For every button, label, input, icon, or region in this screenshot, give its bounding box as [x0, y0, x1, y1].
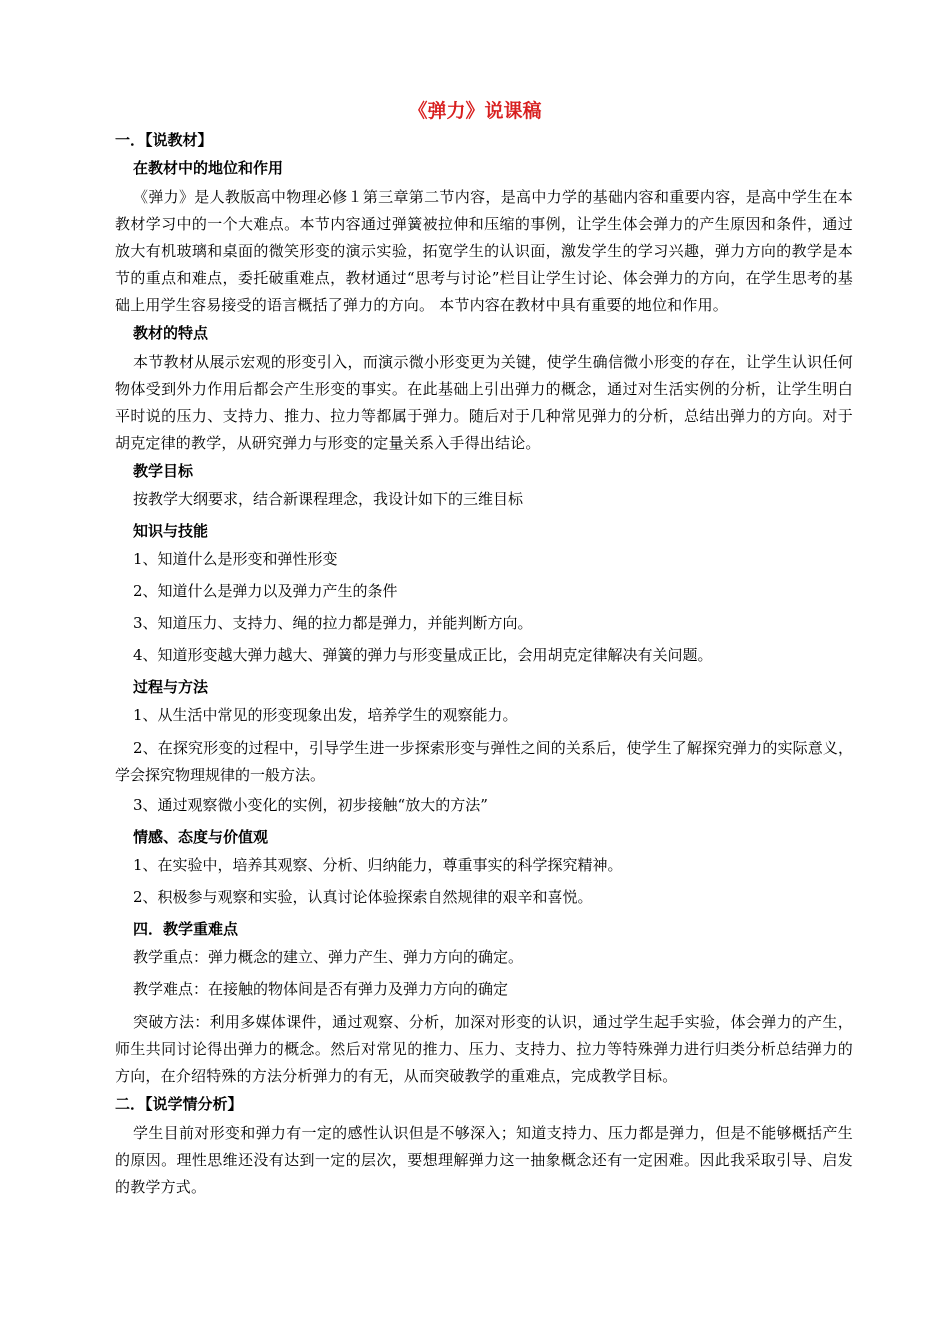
- subheading-knowledge: 知识与技能: [133, 522, 209, 540]
- section-heading-1: 一．【说教材】: [115, 131, 213, 149]
- list-item-knowledge-1: 1、知道什么是形变和弹性形变: [133, 550, 338, 568]
- list-item-attitude-1: 1、在实验中，培养其观察、分析、归纳能力，尊重事实的科学探究精神。: [133, 856, 623, 874]
- list-item-process-3: 3、通过观察微小变化的实例，初步接触“放大的方法”: [133, 796, 488, 814]
- list-item-attitude-2: 2、积极参与观察和实验，认真讨论体验探索自然规律的艰辛和喜悦。: [133, 888, 593, 906]
- subheading-process: 过程与方法: [133, 678, 209, 696]
- paragraph-key-point: 教学重点：弹力概念的建立、弹力产生、弹力方向的确定。: [133, 948, 524, 966]
- paragraph-goals: 按教学大纲要求，结合新课程理念，我设计如下的三维目标: [133, 490, 524, 508]
- list-item-knowledge-2: 2、知道什么是弹力以及弹力产生的条件: [133, 582, 398, 600]
- subheading-position-role: 在教材中的地位和作用: [133, 159, 284, 177]
- document-body: [115, 128, 853, 1203]
- subheading-features: 教材的特点: [133, 324, 209, 342]
- subheading-attitude: 情感、态度与价值观: [133, 828, 269, 846]
- subheading-goals: 教学目标: [133, 462, 194, 480]
- paragraph-features: 本节教材从展示宏观的形变引入，而演示微小形变更为关键，使学生确信微小形变的存在，让学生认识任何物体受到外力作用后都会产生形变的事实。在此基础上引出弹力的概念，通过对生活实例的分析，让学生明白平时说的压力、支持力、推力、拉力等都属于弹力。随后对于几种常见弹力的分析，总结出弹力的方向。对于胡克定律的教学，从研究弹力与形变的定量关系入手得出结论。: [115, 353, 853, 452]
- paragraph-breakthrough: 突破方法：利用多媒体课件，通过观察、分析，加深对形变的认识，通过学生起手实验，体会弹力的产生，师生共同讨论得出弹力的概念。然后对常见的推力、压力、支持力、拉力等特殊弹力进行归类分析总结弹力的方向，在介绍特殊的方法分析弹力的有无，从而突破教学的重难点，完成教学目标。: [115, 1013, 853, 1085]
- document-title: 《弹力》说课稿: [408, 100, 542, 122]
- list-item-knowledge-4: 4、知道形变越大弹力越大、弹簧的弹力与形变量成正比，会用胡克定律解决有关问题。: [133, 646, 713, 664]
- paragraph-position-role: 《弹力》是人教版高中物理必修１第三章第二节内容，是高中力学的基础内容和重要内容，是高中学生在本教材学习中的一个大难点。本节内容通过弹簧被拉伸和压缩的事例，让学生体会弹力的产生原因和条件，通过放大有机玻璃和桌面的微笑形变的演示实验，拓宽学生的认识面，激发学生的学习兴趣，弹力方向的教学是本节的重点和难点，委托破重难点，教材通过“思考与讨论”栏目让学生讨论、体会弹力的方向，在学生思考的基础上用学生容易接受的语言概括了弹力的方向。 本节内容在教材中具有重要的地位和作用。: [115, 188, 853, 314]
- list-item-process-1: 1、从生活中常见的形变现象出发，培养学生的观察能力。: [133, 706, 518, 724]
- list-item-process-2: 2、在探究形变的过程中，引导学生进一步探索形变与弹性之间的关系后，使学生了解探究弹力的实际意义，学会探究物理规律的一般方法。: [115, 739, 853, 784]
- subheading-key-difficult: 四．教学重难点: [133, 920, 239, 938]
- section-heading-2: 二．【说学情分析】: [115, 1095, 243, 1113]
- list-item-knowledge-3: 3、知道压力、支持力、绳的拉力都是弹力，并能判断方向。: [133, 614, 533, 632]
- paragraph-difficult-point: 教学难点：在接触的物体间是否有弹力及弹力方向的确定: [133, 980, 509, 998]
- paragraph-student-analysis: 学生目前对形变和弹力有一定的感性认识但是不够深入；知道支持力、压力都是弹力，但是不能够概括产生的原因。理性思维还没有达到一定的层次，要想理解弹力这一抽象概念还有一定困难。因此我采取引导、启发的教学方式。: [115, 1124, 853, 1196]
